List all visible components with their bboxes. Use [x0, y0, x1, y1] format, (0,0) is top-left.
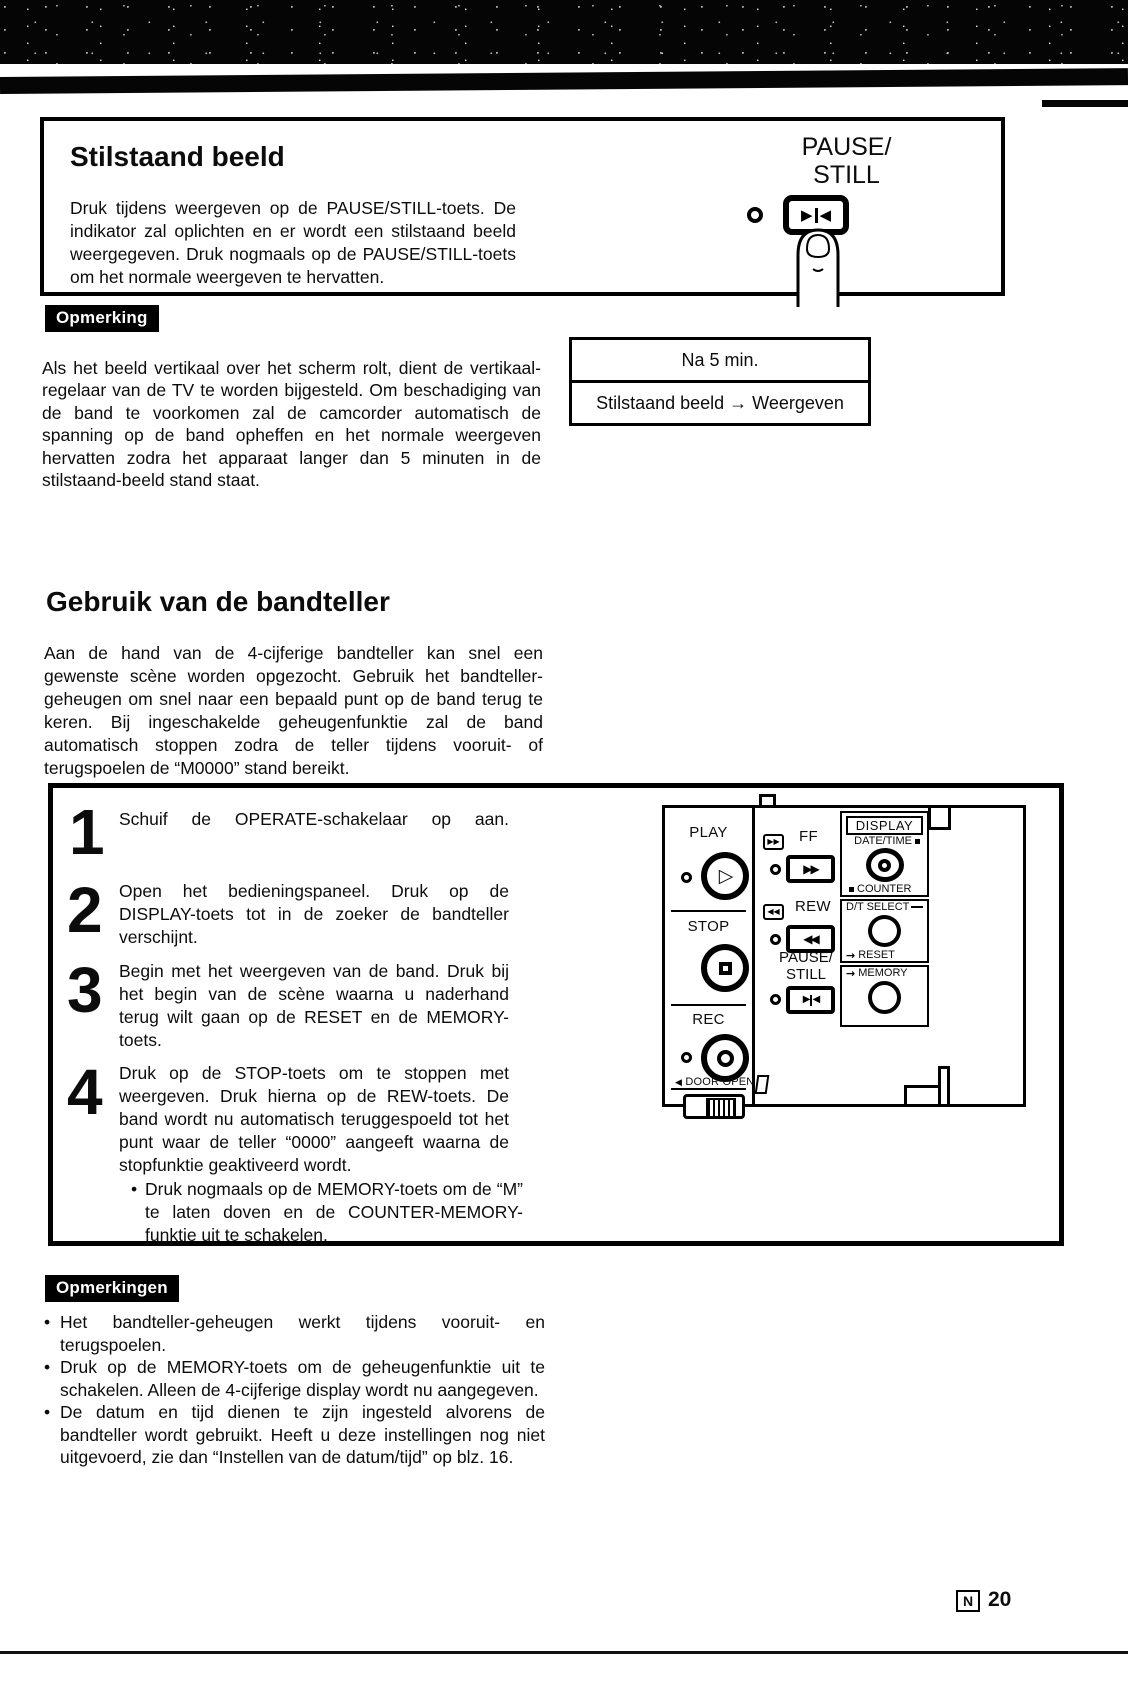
- play-button-icon: ▷: [701, 852, 749, 900]
- counter-section-body: Aan de hand van de 4-cijferige bandteller kan snel een gewenste scène worden opgezocht. Gebruik het bandteller-geheugen om snel naar een bepaald punt op de band terug te keren. Bij ingeschakelde geheugenfunktie zal de band automatisch stoppen zodra de teller tijdens vooruit- of terugspoelen de “M0000” stand bereikt.: [44, 642, 543, 778]
- step-sub-bullet: • Druk nogmaals op de MEMORY-toets om de “M” te laten doven en de COUNTER-MEMORY-funktie uit te schakelen.: [131, 1178, 523, 1247]
- still-timeout-table: [569, 337, 871, 426]
- display-group: [840, 811, 929, 897]
- panel-top-tab: [928, 805, 951, 830]
- reset-label: → RESET: [846, 948, 895, 962]
- step-text: Open het bedieningspaneel. Druk op de DISPLAY-toets tot in de zoeker de bandteller verschijnt.: [119, 881, 509, 947]
- pause-lamp-icon: [770, 994, 781, 1005]
- stop-label: STOP: [687, 918, 730, 935]
- dt-select-button-icon: [868, 915, 901, 947]
- still-section-body: Druk tijdens weergeven op de PAUSE/STILL-toets. De indikator zal oplichten en er wordt een stilstaand beeld weergegeven. Druk nogmaals op de PAUSE/STILL-toets om het normale weergeven te hervatten.: [70, 197, 516, 287]
- scan-edge-mark: [1042, 100, 1128, 107]
- step-number: 1: [69, 796, 103, 868]
- pause-indicator-lamp-icon: [747, 207, 763, 223]
- timeout-table-row: Na 5 min.: [681, 349, 759, 370]
- dt-select-label: D/T SELECT: [842, 901, 927, 913]
- steps-box: [48, 783, 1064, 1246]
- door-open-label: ◀ DOOR OPEN: [675, 1076, 755, 1088]
- stop-button-icon: [701, 944, 749, 992]
- step-number: 2: [67, 874, 101, 946]
- still-image-section: [40, 117, 1005, 296]
- step-text: Druk op de STOP-toets om te stoppen met weergeven. Druk hierna op de REW-toets. De band wordt nu automatisch teruggespoeld tot het punt waar de teller “0000” aangeeft waarna de stopfunktie geaktiveerd wordt.: [119, 1063, 509, 1175]
- scan-header-stripe: [0, 68, 1128, 94]
- rew-label: REW: [795, 898, 831, 915]
- ff-lamp-icon: [770, 864, 781, 875]
- display-button-icon: [866, 848, 904, 882]
- step-text: Begin met het weergeven van de band. Druk bij het begin van de scène waarna u naderhand terug wilt gaan op de RESET en de MEMORY-toets.: [119, 961, 509, 1050]
- step-number: 3: [67, 954, 101, 1026]
- note-item: • De datum en tijd dienen te zijn ingesteld alvorens de bandteller wordt gebruikt. Heeft u deze instellingen nog niet uitgevoerd, zie dan “Instellen van de datum/tijd” op blz. 16.: [44, 1401, 545, 1469]
- step-text: Schuif de OPERATE-schakelaar op aan.: [119, 809, 509, 829]
- ff-label: FF: [799, 828, 818, 845]
- notes-label: Opmerkingen: [45, 1275, 179, 1302]
- memory-label: → MEMORY: [846, 966, 908, 980]
- note-item: • Druk op de MEMORY-toets om de geheugenfunktie uit te schakelen. Alleen de 4-cijferige display wordt nu aangegeven.: [44, 1356, 545, 1401]
- panel-top-notch: [759, 794, 776, 808]
- play-label: PLAY: [689, 824, 728, 841]
- display-label: DISPLAY: [846, 816, 923, 835]
- page-number: 20: [988, 1588, 1012, 1611]
- ff-mini-icon: ▶▶: [763, 834, 784, 850]
- transport-column: [662, 805, 755, 1107]
- rew-lamp-icon: [770, 934, 781, 945]
- region-code-badge: N: [956, 1590, 980, 1612]
- rec-lamp-icon: [681, 1052, 692, 1063]
- control-panel-diagram: [649, 794, 1059, 1140]
- pause-still-button-icon: ▶ ◀: [783, 195, 849, 235]
- rec-button-icon: [701, 1034, 749, 1082]
- rew-button-icon: ◀◀: [786, 925, 835, 953]
- memory-group: [840, 965, 929, 1027]
- rec-label: REC: [692, 1011, 725, 1028]
- page-bottom-rule: [0, 1651, 1128, 1654]
- dt-select-group: [840, 899, 929, 963]
- note-body: Als het beeld vertikaal over het scherm rolt, dient de vertikaal-regelaar van de TV te worden bijgesteld. Om beschadiging van de band te voorkomen zal de camcorder automatisch de spanning op de band opheffen en het normale weergeven hervatten zodra het apparaat langer dan 5 minuten in de stilstaand-beeld stand staat.: [42, 357, 541, 490]
- play-lamp-icon: [681, 872, 692, 883]
- step-number: 4: [67, 1056, 101, 1128]
- notes-list: [44, 1311, 545, 1469]
- scan-header-band: [0, 0, 1128, 64]
- finger-press-icon: [785, 225, 851, 307]
- ff-button-icon: ▶▶: [786, 855, 835, 883]
- door-open-slider-icon: [683, 1094, 745, 1119]
- date-time-label: DATE/TIME: [842, 835, 927, 847]
- note-item: • Het bandteller-geheugen werkt tijdens vooruit- en terugspoelen.: [44, 1311, 545, 1356]
- panel-bottom-step: [904, 1085, 941, 1107]
- rew-mini-icon: ◀◀: [763, 904, 784, 920]
- still-section-title: Stilstaand beeld: [70, 141, 285, 172]
- memory-button-icon: [868, 981, 901, 1014]
- pause-still-illustration: [699, 131, 999, 291]
- pause-still-label: PAUSE/ STILL: [779, 949, 833, 983]
- counter-section-title: Gebruik van de bandteller: [46, 586, 390, 617]
- timeout-table-row: Stilstaand beeld → Weergeven: [572, 380, 868, 423]
- pause-still-key-label: PAUSE/ STILL: [801, 133, 892, 189]
- note-label: Opmerking: [45, 305, 159, 332]
- counter-label: COUNTER: [842, 883, 927, 895]
- pause-still-button-icon: ▶ ◀: [786, 986, 835, 1014]
